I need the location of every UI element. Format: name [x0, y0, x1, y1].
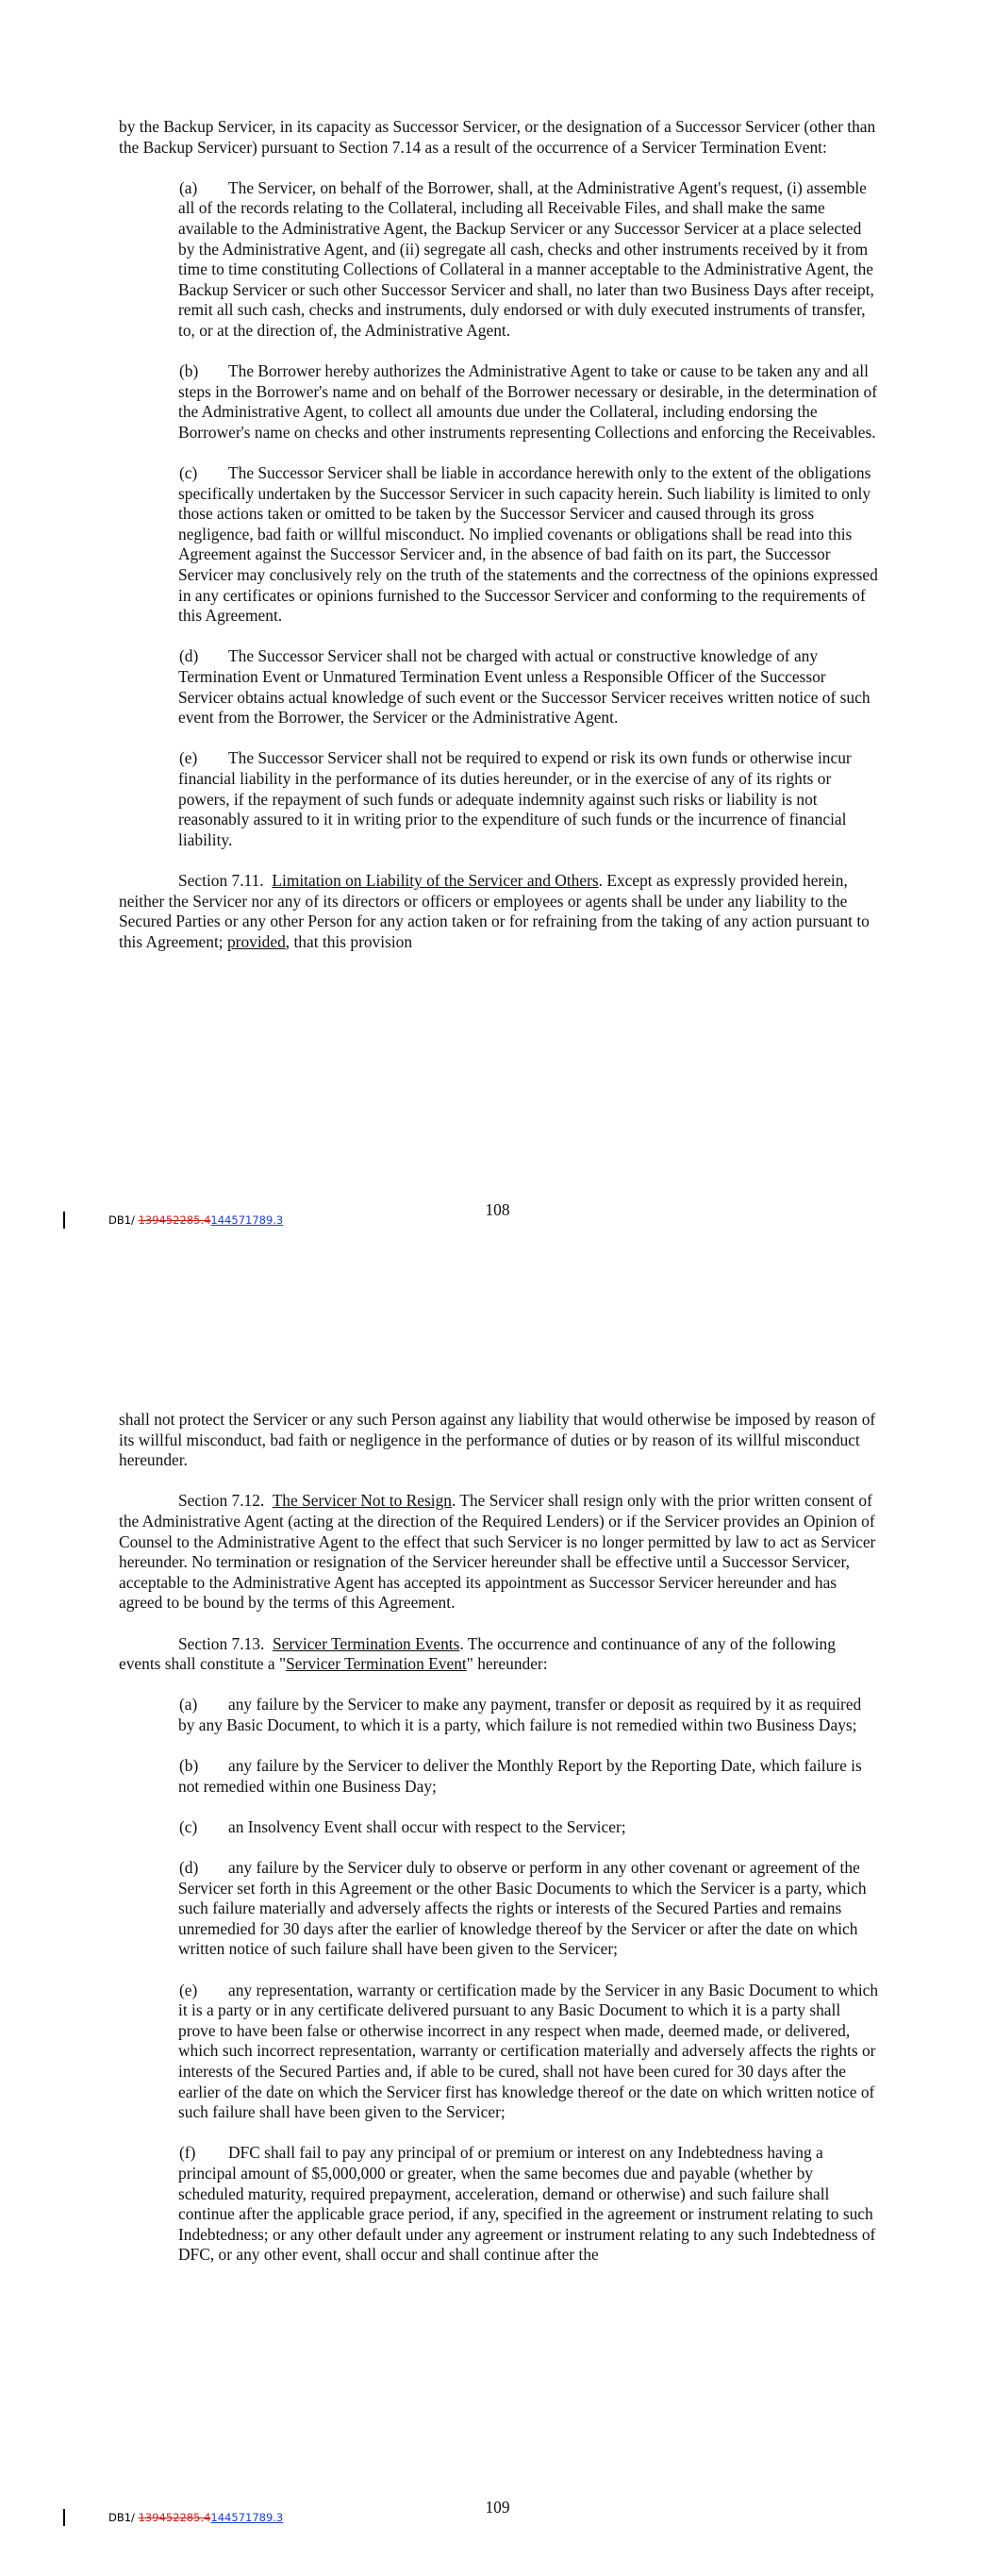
clause-text: The Successor Servicer shall not be charged with actual or constructive knowledge of any Termination Event or Unmatured Termination Event unless a Responsible Officer of the Successor Servicer obtains actual knowledge of such event or the Successor Servicer receives written notice of such event from the Borrower, the Servicer or the Administrative Agent.	[178, 646, 871, 728]
section-text: . Except as expressly provided herein, neither the Servicer nor any of its directors or officers or employees or agents shall be under any liability to the Secured Parties or any other Person for any action taken or for refraining from the taking of any action pursuant to this Agreement;	[119, 870, 870, 951]
clause-text: any representation, warranty or certification made by the Servicer in any Basic Document to which it is a party or in any certificate delivered pursuant to any Basic Document to which it is a party shall prove to have been false or otherwise incorrect in any respect when made, deemed made, or delivered, which such incorrect representation, warranty or certification materially and adversely affects the rights or interests of the Secured Parties and, if able to be cured, shall not have been cured for 30 days after the earlier of the date on which the Servicer first has knowledge thereof or the date on which written notice of such failure shall have been given to the Servicer;	[178, 1980, 879, 2122]
section-heading: Limitation on Liability of the Servicer and Others	[272, 870, 599, 890]
clause-text: The Successor Servicer shall be liable in accordance herewith only to the extent of the obligations specifically undertaken by the Successor Servicer in such capacity herein. Such liability is limited to only those actions taken or omitted to be taken by the Successor Servicer and caused through its gross negligence, bad faith or willful misconduct. No implied covenants or obligations shall be read into this Agreement against the Successor Servicer and, in the absence of bad faith on its part, the Successor Servicer may conclusively rely on the truth of the statements and the correctness of the opinions expressed in any certificates or opinions furnished to the Successor Servicer and conforming to the requirements of this Agreement.	[178, 463, 878, 626]
section-number: Section 7.11.	[178, 870, 264, 890]
clause-text: DFC shall fail to pay any principal of or premium or interest on any Indebtedness having a principal amount of $5,000,000 or greater, when the same becomes due and payable (whether by scheduled maturity, required prepayment, acceleration, demand or otherwise) and such failure shall continue after the applicable grace period, if any, specified in the agreement or instrument relating to such Indebtedness; or any other default under any agreement or instrument relating to any such Indebtedness of DFC, or any other event, shall occur and shall continue after the	[178, 2143, 876, 2265]
document-id	[108, 2511, 283, 2524]
doc-id-deleted: 139452285.4	[138, 2511, 211, 2524]
clause-d	[119, 646, 881, 728]
event-a	[119, 1695, 881, 1735]
clause-text: The Servicer, on behalf of the Borrower, shall, at the Administrative Agent's request, (i) assemble all of the records relating to the Collateral, including all Receivable Files, and shall make the same available to the Administrative Agent, the Backup Servicer or any Successor Servicer at a place selected by the Administrative Agent, and (ii) segregate all cash, checks and other instruments received by it from time to time constituting Collections of Collateral in a manner acceptable to the Administrative Agent, the Backup Servicer or such other Successor Servicer and shall, no later than two Business Days after receipt, remit all such cash, checks and instruments, duly endorsed or with duly executed instruments of transfer, to, or at the direction of, the Administrative Agent.	[178, 177, 874, 340]
page-109	[0, 1288, 995, 2576]
page-body	[119, 117, 881, 973]
clause-text: any failure by the Servicer to deliver the Monthly Report by the Reporting Date, which failure is not remedied within one Business Day;	[178, 1756, 862, 1796]
clause-text: The Borrower hereby authorizes the Administrative Agent to take or cause to be taken any and all steps in the Borrower's name and on behalf of the Borrower necessary or desirable, in the determination of the Administrative Agent, to collect all amounts due under the Collateral, including endorsing the Borrower's name on checks and other instruments representing Collections and enforcing the Receivables.	[178, 361, 878, 442]
section-heading: The Servicer Not to Resign	[272, 1491, 452, 1511]
clause-label: (c)	[179, 463, 198, 483]
clause-c	[119, 463, 881, 627]
change-bar	[63, 2509, 65, 2526]
clause-label: (b)	[179, 361, 199, 381]
page-footer	[0, 1200, 995, 1238]
page-footer	[0, 2498, 995, 2535]
doc-id-inserted: 144571789.3	[210, 2511, 284, 2524]
clause-label: (d)	[179, 1858, 199, 1878]
section-7-11	[119, 871, 881, 952]
clause-label: (c)	[179, 1816, 198, 1836]
clause-label: (b)	[179, 1756, 199, 1776]
continuation-paragraph: shall not protect the Servicer or any such Person against any liability that would otherwise be imposed by reason of its willful misconduct, bad faith or negligence in the performance of duties or by reason of its willful misconduct hereunder.	[119, 1410, 876, 1470]
change-bar	[63, 1212, 65, 1229]
clause-label: (f)	[179, 2143, 196, 2163]
intro-paragraph: by the Backup Servicer, in its capacity as Successor Servicer, or the designation of a Successor Servicer (other than the Backup Servicer) pursuant to Section 7.14 as a result of the occurrence of a Servicer Termination Event:	[119, 117, 876, 157]
event-d	[119, 1858, 881, 1960]
clause-text: The Successor Servicer shall not be required to expend or risk its own funds or otherwise incur financial liability in the performance of its duties hereunder, or in the exercise of any of its rights or powers, if the repayment of such funds or adequate indemnity against such risks or liability is not reasonably assured to it in writing prior to the expenditure of such funds or the incurrence of financial liability.	[178, 748, 852, 849]
clause-text: any failure by the Servicer to make any payment, transfer or deposit as required by it as required by any Basic Document, to which it is a party, which failure is not remedied within two Business Days;	[178, 1695, 862, 1734]
page-number: 108	[485, 1200, 510, 1219]
clause-label: (e)	[179, 748, 198, 768]
section-text-tail: " hereunder:	[466, 1654, 548, 1674]
clause-text: any failure by the Servicer duly to observe or perform in any other covenant or agreement of the Servicer set forth in this Agreement or the other Basic Documents to which the Servicer is a party, which such failure materially and adversely affects the rights or interests of the Secured Parties and remains unremedied for 30 days after the earlier of knowledge thereof by the Servicer or after the date on which written notice of such failure shall have been given to the Servicer;	[178, 1858, 867, 1959]
clause-e	[119, 748, 881, 850]
event-c	[119, 1817, 881, 1838]
doc-prefix: DB1/	[108, 2511, 139, 2524]
provided-term: provided	[226, 931, 286, 951]
section-number: Section 7.12.	[178, 1491, 265, 1511]
section-number: Section 7.13.	[178, 1633, 265, 1653]
defined-term: Servicer Termination Event	[286, 1654, 467, 1674]
doc-prefix: DB1/	[108, 1213, 139, 1227]
section-text-tail: , that this provision	[285, 931, 413, 951]
doc-id-deleted: 139452285.4	[138, 1213, 211, 1227]
section-text: . The occurrence and continuance of any of the following events shall constitute a "	[119, 1633, 836, 1674]
section-text: . The Servicer shall resign only with the prior written consent of the Administrative Agent (acting at the direction of the Required Lenders) or if the Servicer provides an Opinion of Counsel to the Administrative Agent to the effect that such Servicer is no longer permitted by law to act as Servicer hereunder. No termination or resignation of the Servicer hereunder shall be effective until a Successor Servicer, acceptable to the Administrative Agent has accepted its appointment as Successor Servicer hereunder and has agreed to be bound by the terms of this Agreement.	[119, 1491, 876, 1613]
event-e	[119, 1981, 881, 2123]
clause-label: (e)	[179, 1980, 198, 1999]
event-f	[119, 2143, 881, 2266]
section-heading: Servicer Termination Events	[273, 1633, 460, 1653]
event-b	[119, 1756, 881, 1797]
clause-a	[119, 178, 881, 342]
clause-label: (d)	[179, 646, 199, 666]
document-id	[108, 1213, 283, 1227]
section-7-12	[119, 1491, 881, 1614]
section-7-13	[119, 1634, 881, 1675]
page-body	[119, 1410, 881, 2286]
doc-id-inserted: 144571789.3	[210, 1213, 284, 1227]
clause-label: (a)	[179, 1695, 198, 1715]
page-number: 109	[485, 2498, 510, 2517]
clause-text: an Insolvency Event shall occur with respect to the Servicer;	[228, 1816, 626, 1836]
clause-b	[119, 361, 881, 443]
clause-label: (a)	[179, 177, 198, 197]
